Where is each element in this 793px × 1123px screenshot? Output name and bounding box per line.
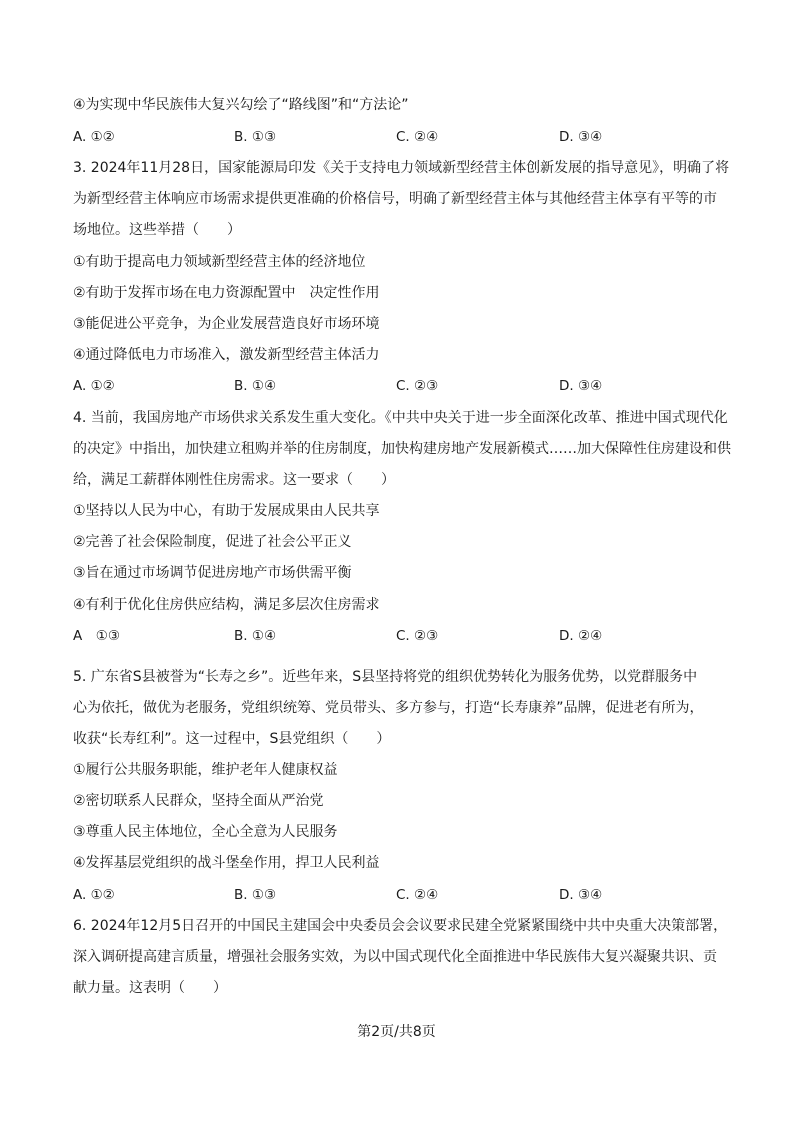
q4-item-1: ①坚持以人民为中心，有助于发展成果由人民共享 [73,503,380,519]
q4-item-4: ④有利于优化住房供应结构，满足多层次住房需求 [73,597,380,613]
q3-stem-line-1: 3. 2024年11月28日，国家能源局印发《关于支持电力领域新型经营主体创新发展的指导意见》，明确了将 [73,160,730,176]
q3-item-1: ①有助于提高电力领域新型经营主体的经济地位 [73,254,366,270]
q3-item-3: ③能促进公平竞争，为企业发展营造良好市场环境 [73,316,380,332]
q3-option-b: B. ①④ [234,378,277,394]
q4-option-d: D. ②④ [559,628,603,644]
q5-stem-line-3: 收获“长寿红利”。这一过程中，S县党组织（ ） [73,731,391,747]
q2-option-a: A. ①② [73,129,115,145]
q5-option-b: B. ①③ [234,887,277,903]
q2-option-b: B. ①③ [234,129,277,145]
q5-stem-line-1: 5. 广东省S县被誉为“长寿之乡”。近些年来，S县坚持将党的组织优势转化为服务优势，以党群服务中 [73,669,698,685]
q2-option-c: C. ②④ [396,129,439,145]
q6-stem-line-2: 深入调研提高建言质量，增强社会服务实效，为以中国式现代化全面推进中华民族伟大复兴凝聚共识、贡 [73,949,717,965]
q5-item-2: ②密切联系人民群众，坚持全面从严治党 [73,793,324,809]
q5-option-d: D. ③④ [559,887,603,903]
q3-stem-line-3: 场地位。这些举措（ ） [73,222,241,238]
q2-option-d: D. ③④ [559,129,603,145]
q5-option-a: A. ①② [73,887,115,903]
q4-stem-line-3: 给，满足工薪群体刚性住房需求。这一要求（ ） [73,472,395,488]
q3-option-c: C. ②③ [396,378,439,394]
q2-options [73,127,733,147]
q4-stem-line-1: 4. 当前，我国房地产市场供求关系发生重大变化。《中共中央关于进一步全面深化改革、推进中国式现代化 [73,410,728,426]
q4-options [73,626,733,646]
q5-item-4: ④发挥基层党组织的战斗堡垒作用，捍卫人民利益 [73,855,380,871]
q5-item-3: ③尊重人民主体地位，全心全意为人民服务 [73,824,338,840]
q4-option-a: A ①③ [73,628,120,644]
q4-item-2: ②完善了社会保险制度，促进了社会公平正义 [73,534,352,550]
q2-item-4: ④为实现中华民族伟大复兴勾绘了“路线图”和“方法论” [73,97,409,113]
q4-option-c: C. ②③ [396,628,439,644]
q5-option-c: C. ②④ [396,887,439,903]
q4-option-b: B. ①④ [234,628,277,644]
q5-options [73,885,733,905]
q3-options [73,376,733,396]
q3-option-d: D. ③④ [559,378,603,394]
q4-item-3: ③旨在通过市场调节促进房地产市场供需平衡 [73,565,352,581]
q3-item-2: ②有助于发挥市场在电力资源配置中 决定性作用 [73,285,380,301]
q4-stem-line-2: 的决定》中指出，加快建立租购并举的住房制度，加快构建房地产发展新模式……加大保障性住房建设和供 [73,441,731,457]
q5-item-1: ①履行公共服务职能，维护老年人健康权益 [73,762,338,778]
page-number-footer: 第2页/共8页 [357,1024,436,1040]
q5-stem-line-2: 心为依托，做优为老服务，党组织统筹、党员带头、多方参与，打造“长寿康养”品牌，促进老有所为， [73,700,704,716]
q3-stem-line-2: 为新型经营主体响应市场需求提供更准确的价格信号，明确了新型经营主体与其他经营主体享有平等的市 [73,191,717,207]
q6-stem-line-3: 献力量。这表明（ ） [73,980,227,996]
q3-item-4: ④通过降低电力市场准入，激发新型经营主体活力 [73,347,380,363]
q6-stem-line-1: 6. 2024年12月5日召开的中国民主建国会中央委员会会议要求民建全党紧紧围绕中共中央重大决策部署， [73,918,728,934]
q3-option-a: A. ①② [73,378,115,394]
